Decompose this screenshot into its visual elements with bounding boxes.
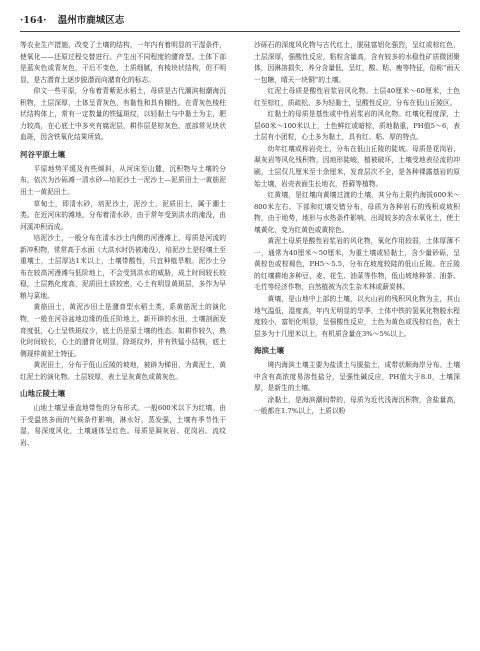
paragraph: 黄筋田土，黄泥沙田土是潴育型水稻土类，系黄筋泥土的演化物，一般在河谷盆地边缘的低丘阶地上。新开辟的水田，土壤剖面发育度低，心土呈铁斑纹少，底土仍是原土壤的性态。如耕作较久，熟化时间较长，心土的潴育化明显，除斑纹外，并有铁锰小结核，底土侧现样黄泥土特征。 (20, 303, 226, 358)
right-column (254, 40, 460, 640)
paragraph: 平原地势平缓及有些倾斜，从河床至山麓，沉积物与土壤的分布，依次为沙砾滩一清水砂—培泥沙土一泥沙土—泥质田土一黄筋泥田土一黄泥田土。 (20, 164, 226, 197)
paragraph: 红泥土母质是酸性岩浆岩风化物。土层40厘米～60厘米，土色红至棕红，质疏松，多为轻黏土，呈酸性反应，分布在低山丘陵区。 (254, 87, 460, 107)
paragraph: 山地土壤呈垂直地带性的分布形式。一般600米以下为红壤。由于受温热多雨的气候条件影响，淋水好，蒸发强，土壤有季节性干湿，易深度风化，土壤通体呈红色。母质是凝灰岩、花岗岩、流纹岩、 (20, 404, 226, 447)
paragraph: 涂黏土，是海滨潮间带的，母质为近代浅海沉积物，含盐量高，一般都在1.7%以上，土质以粉 (254, 395, 460, 416)
paragraph: 仰文一些平原，分布着青紫泥水稻土，母质是古代潮滨相潮海沉积物，土层深厚，土体呈青灰色，有黏性和具有棚性。在青灰色棱柱状结构体上，常有一定数量的铁锰斑纹，以轻黏土与中黏土为主，肥力较高，在心底土中多夹有腐泥层，耕作层是棕灰色，底部常见块状血斑，因含铁氧化结果所致。 (20, 87, 226, 142)
paragraph: 幼年红壤或称岩壳土，分布在低山丘陵的陡坡。母质是花岗岩，凝灰岩等风化残积物，因地形陡峻，植被破坏，土壤受地表径流的冲刷，土层仅几厘米至十余厘米，发育层次不全，是各种裸露基岩的原始土壤，岩壳表面生长地衣，苔藓等植物。 (254, 144, 460, 188)
paragraph: 境内海滨土壤主要为盐渍土与脱盐土，成带状顺海岸分布。土壤中含有高浓度易溶性盐分，呈强性碱反应，PH值大于8.0，土壤深厚，是新生的土壤。 (254, 361, 460, 393)
paragraph: 黄泥田土，分布于低山丘陵的坡地，被辟为梯田，为黄泥土，黄红泥土的演化物。土层较厚，表土呈灰黄色或黄灰色。 (20, 361, 226, 381)
page-header (20, 10, 460, 32)
header-rule (20, 31, 460, 32)
paragraph: 红黄壤，是红壤向黄壤过渡的土壤，其分布上限约海拔600米～800米左右。下部和红壤交错分布，母质为各种岩石的残积或坡积物，由于地势，地形与水热条件影响，出现较多的含水氧化土，使土壤黄化，变为红黄色或黄棕色。 (254, 191, 460, 234)
left-column (20, 40, 226, 640)
book-title: 温州市鹿城区志 (57, 15, 125, 26)
page-number: ·164· (20, 15, 47, 26)
paragraph: 等农业生产措施，改变了土壤的结构，一年内有着明显的干湿条件，使氧化——还原过程交替进行。产生出不同程度的潴育型。土体下部是蓝灰色或青灰色，干后不变色，土质细腻，有棱块状结构，但不明显，是古潜育土逐步脱潜而向潴育化的标志。 (20, 41, 226, 84)
paragraph: 培泥沙土，一般分布在清水沙土内侧的河漫滩上，母质是河流的新冲积物，常常高于水面（大洪水时仍被淹没），培泥沙土是轻壤土至重壤土，土层厚达1米以上，土壤带酸性，只宜种植旱粮。泥沙土分布在较高河漫滩与低阶地上，不会受到洪水的威胁，成土时间较长较稳，土层熟化度高，泥质田土质较密，心土有明显黄斑层，多作为早粮与菜地。 (20, 234, 226, 300)
paragraph: 草甸土，即清水砂，培泥沙土，泥沙土，泥质田土，属于潮土类。在近河床的滩地，分布着清水砂，由于常年受到洪水的淹没，由河溪冲积而成。 (20, 199, 226, 231)
paragraph: 红黏土的母质是基性或中性岩浆岩的风化物。红壤化程度深，土层60米～100米以上，土色鲜红或暗棕，质地黏重，PH值5～6，表土层有小团粒，心土多为黏土，具有红、粘、厚的特点。 (254, 110, 460, 142)
paragraph: 黄壤，是山地中上部的土壤，以火山岩的残积风化物为主，其山地气温低，湿度高，年内无明显的旱季，土体中铁的氢氧化物脱水程度较小，富铝化明显，呈强酸性反应，土色为黄色或浅棕红色，表土层多为十几厘米以上，有机质含量在3%～5%以上。 (254, 295, 460, 338)
paragraph: 沙砾石的深度风化物与古代红土，脱硅富铝化强烈，呈红或棕红色，土层深厚，强酸性反应，粘粒含量高，含有较多的水稳性矿质微团聚体，因淋溶损失，养分含量低，呈红，酸、粘、瘦等特征，俗称“雨天一包糖，晴天一块铜”的土壤。 (254, 41, 460, 84)
section-heading-coastal-soil: 海滨土壤 (254, 346, 284, 356)
paragraph: 黄泥土母质是酸性岩浆岩的风化物，氧化作用较弱，土体厚薄不一，通常为40厘米～50厘米，为重土壤或轻黏土，含少量砂砾，呈黄棕色或棕褐色，PH5～5.5，分布在坡度较陡的低山丘陵。在丘陵的红壤耕地多种豆、麦、花生、油菜等作物，低山坡地种茶、油茶、毛竹等经济作物，自然植被为次生杂木林或薪炭林。 (254, 237, 460, 292)
section-heading-valley-plain-soil: 河谷平原土壤 (20, 149, 65, 159)
section-heading-mountain-hill-soil: 山地丘陵土壤 (20, 389, 65, 399)
